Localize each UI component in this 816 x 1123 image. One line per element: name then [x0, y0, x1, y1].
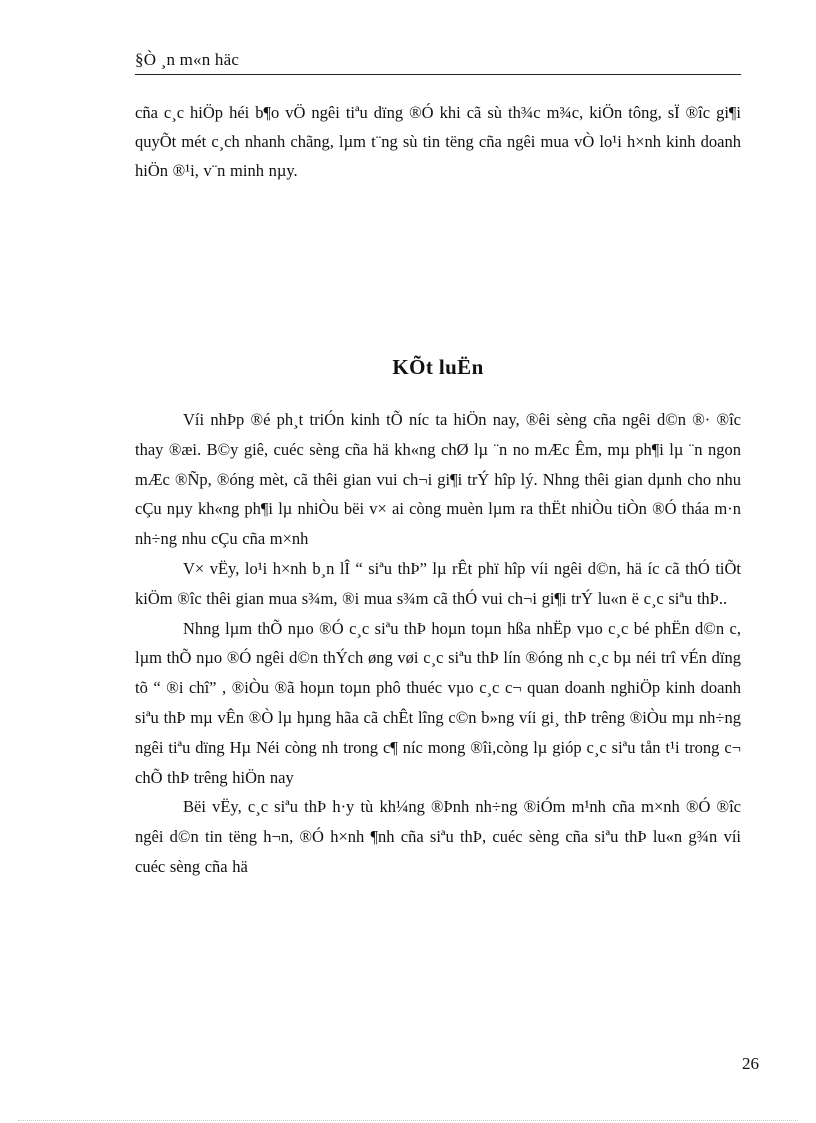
page-number: 26: [742, 1054, 759, 1073]
footer-divider: [18, 1120, 798, 1122]
intro-paragraph: cña c¸c hiÖp héi b¶o vÖ ngêi tiªu dïng ®Ó khi cã sù th¾c m¾c, kiÖn tông, sÏ ®îc gi¶i quyÕt mét c¸ch nhanh chãng, lµm t¨ng sù tin tëng cña ngêi mua vÒ lo¹i h×nh kinh doanh hiÖn ®¹i, v¨n minh nµy.: [135, 103, 741, 180]
conclusion-paragraph-4: Bëi vËy, c¸c siªu thÞ h·y tù kh¼ng ®Þnh nh÷ng ®iÓm m¹nh cña m×nh ®Ó ®îc ngêi d©n tin tëng h¬n, ®Ó h×nh ¶nh cña siªu thÞ, cuéc sèng cña siªu thÞ lu«n g¾n víi cuéc sèng cña hä: [135, 797, 741, 876]
header-title: §Ò ¸n m«n häc: [135, 50, 240, 69]
page-header: [135, 48, 741, 75]
conclusion-paragraph-1: Víi nhÞp ®é ph¸t triÓn kinh tÕ níc ta hiÖn nay, ®êi sèng cña ngêi d©n ®· ®îc thay ®æi. B©y giê, cuéc sèng cña hä kh«ng chØ lµ ¨n no mÆc Êm, mµ ph¶i lµ ¨n ngon mÆc ®Ñp, ®óng mèt, cã thêi gian vui ch¬i gi¶i trÝ hîp lý. Nhng thêi gian dµnh cho nhu cÇu nµy kh«ng ph¶i lµ nhiÒu bëi v× ai còng muèn lµm ra thËt nhiÒu tiÒn ®Ó tháa m·n nh÷ng nhu cÇu cña m×nh: [135, 410, 741, 549]
conclusion-paragraph-2: V× vËy, lo¹i h×nh b¸n lÎ “ siªu thÞ” lµ rÊt phï hîp víi ngêi d©n, hä íc cã thÓ tiÕt kiÖm ®îc thêi gian mua s¾m, ®i mua s¾m cã thÓ vui ch¬i gi¶i trÝ lu«n ë c¸c siªu thÞ..: [135, 558, 741, 608]
intro-block: [135, 98, 741, 185]
conclusion-body: [135, 405, 741, 882]
section-title: KÕt luËn: [392, 355, 484, 379]
conclusion-paragraph-3: Nhng lµm thÕ nµo ®Ó c¸c siªu thÞ hoµn toµn hßa nhËp vµo c¸c bé phËn d©n c, lµm thÕ nµo ®Ó ngêi d©n thÝch øng vøi c¸c siªu thÞ lín ®óng nh c¸c bµ néi trî vÉn dïng tõ “ ®i chî” , ®iÒu ®ã hoµn toµn phô thuéc vµo c¸c c¬ quan doanh nghiÖp kinh doanh siªu thÞ mµ vÊn ®Ò lµ hµng hãa cã chÊt lîng c©n b»ng víi gi¸ thÞ trêng ®iÒu mµ nh÷ng ngêi tiªu dïng Hµ Néi còng nh trong c¶ níc mong ®îi,còng lµ gióp c¸c siªu tån t¹i trong c¬ chÕ thÞ trêng hiÖn nay: [135, 618, 741, 787]
